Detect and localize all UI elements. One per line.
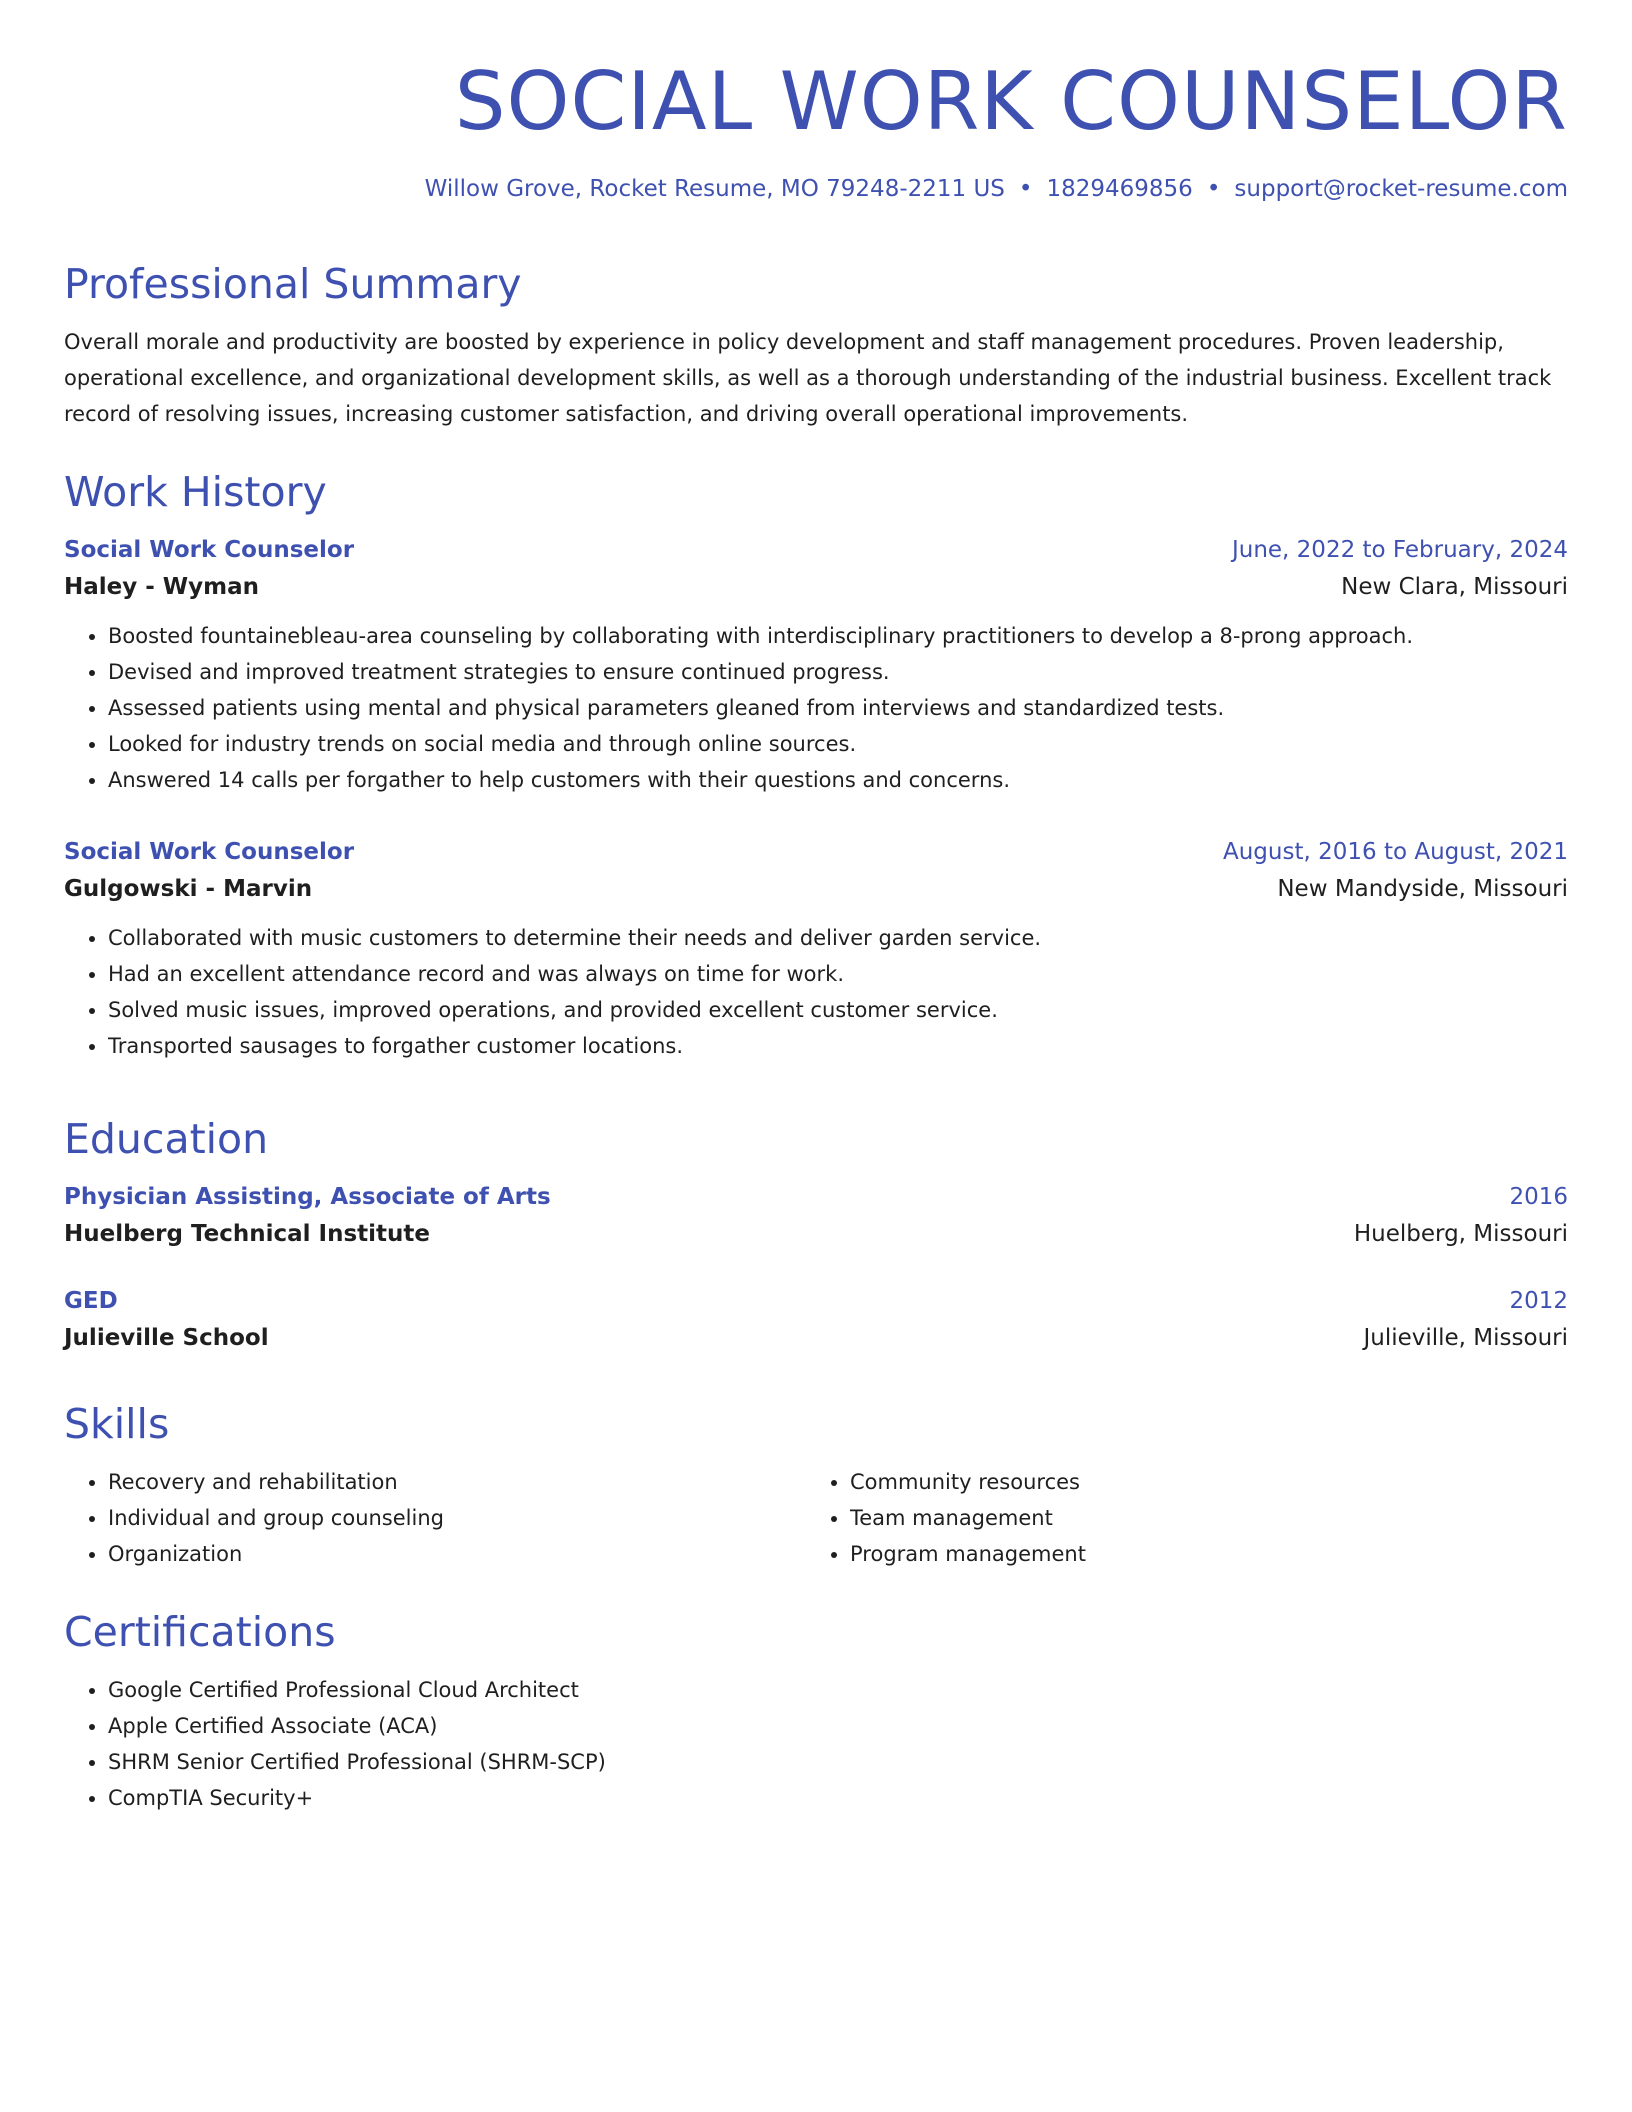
job-bullet: • Transported sausages to forgather customer locations.: [108, 1028, 1568, 1064]
education-year: 2016: [1509, 1184, 1568, 1210]
education-school: Huelberg Technical Institute: [64, 1221, 430, 1247]
contact-separator: •: [1018, 176, 1033, 202]
skills-column-left: [64, 1464, 806, 1572]
skill-item: • Organization: [108, 1536, 806, 1572]
job-bullet: • Devised and improved treatment strategies to ensure continued progress.: [108, 654, 1568, 690]
education-entry: [64, 1179, 1568, 1253]
skills-section: [64, 1398, 1568, 1572]
contact-phone: 1829469856: [1046, 176, 1193, 202]
work-history-heading: Work History: [64, 468, 327, 516]
certifications-list: [64, 1672, 1568, 1816]
skills-heading: Skills: [64, 1400, 170, 1448]
skills-column-right: [806, 1464, 1548, 1572]
education-entry: [64, 1283, 1568, 1357]
education-school: Julieville School: [64, 1325, 269, 1351]
job-role: Social Work Counselor: [64, 839, 355, 865]
contact-separator: •: [1206, 176, 1221, 202]
education-degree: Physician Assisting, Associate of Arts: [64, 1184, 551, 1210]
job-bullet: • Solved music issues, improved operations, and provided excellent customer service.: [108, 992, 1568, 1028]
job-entry: [64, 834, 1568, 1064]
job-bullets: [64, 920, 1568, 1064]
job-bullets: [64, 618, 1568, 798]
job-location: New Mandyside, Missouri: [1277, 876, 1568, 902]
skill-item: • Individual and group counseling: [108, 1500, 806, 1536]
certification-item: • Google Certified Professional Cloud Architect: [108, 1672, 1568, 1708]
summary-text: Overall morale and productivity are boosted by experience in policy development and staff management procedures. Proven leadership, operational excellence, and organizational development skills, as well as a thorough understanding of the industrial business. Excellent track record of resolving issues, increasing customer satisfaction, and driving overall operational improvements.: [64, 330, 1552, 426]
education-degree: GED: [64, 1288, 118, 1314]
contact-line: [64, 174, 1568, 204]
education-year: 2012: [1509, 1288, 1568, 1314]
contact-address: Willow Grove, Rocket Resume, MO 79248-2211 US: [424, 176, 1005, 202]
job-bullet: • Had an excellent attendance record and was always on time for work.: [108, 956, 1568, 992]
skills-grid: [64, 1464, 1568, 1572]
summary-heading: Professional Summary: [64, 260, 522, 308]
job-company: Haley - Wyman: [64, 574, 260, 600]
resume-page: [64, 0, 1568, 1810]
job-bullet: • Collaborated with music customers to determine their needs and deliver garden service.: [108, 920, 1568, 956]
certification-item: • SHRM Senior Certified Professional (SHRM-SCP): [108, 1744, 1568, 1780]
skill-item: • Community resources: [850, 1464, 1548, 1500]
resume-title: SOCIAL WORK COUNSELOR: [454, 55, 1568, 148]
skill-item: • Team management: [850, 1500, 1548, 1536]
education-heading: Education: [64, 1115, 269, 1163]
skill-item: • Program management: [850, 1536, 1548, 1572]
job-bullet: • Assessed patients using mental and physical parameters gleaned from interviews and standardized tests.: [108, 690, 1568, 726]
job-location: New Clara, Missouri: [1341, 574, 1568, 600]
job-entry: [64, 532, 1568, 798]
job-bullet: • Answered 14 calls per forgather to help customers with their questions and concerns.: [108, 762, 1568, 798]
contact-email[interactable]: support@rocket-resume.com: [1234, 176, 1568, 202]
job-dates: June, 2022 to February, 2024: [1231, 537, 1568, 563]
education-location: Huelberg, Missouri: [1353, 1221, 1568, 1247]
certification-item: • Apple Certified Associate (ACA): [108, 1708, 1568, 1744]
job-dates: August, 2016 to August, 2021: [1223, 839, 1568, 865]
job-bullet: • Looked for industry trends on social media and through online sources.: [108, 726, 1568, 762]
education-section: [64, 1113, 1568, 1357]
summary-section: [64, 258, 1568, 432]
work-history-section: [64, 466, 1568, 1064]
certifications-section: [64, 1606, 1568, 1816]
education-location: Julieville, Missouri: [1363, 1325, 1568, 1351]
job-bullet: • Boosted fountainebleau-area counseling by collaborating with interdisciplinary practitioners to develop a 8-prong approach.: [108, 618, 1568, 654]
certifications-heading: Certifications: [64, 1608, 336, 1656]
job-role: Social Work Counselor: [64, 537, 355, 563]
job-company: Gulgowski - Marvin: [64, 876, 313, 902]
certification-item: • CompTIA Security+: [108, 1780, 1568, 1816]
skill-item: • Recovery and rehabilitation: [108, 1464, 806, 1500]
